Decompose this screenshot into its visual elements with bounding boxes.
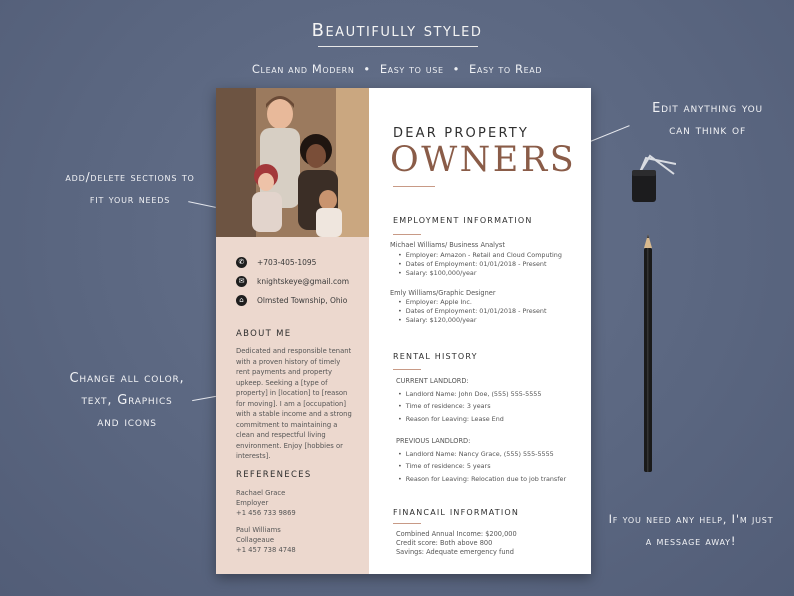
employment-title: Emly Williams/Graphic Designer [390, 289, 496, 297]
reference-2 [236, 525, 356, 555]
feature-list [0, 62, 794, 76]
reference-role: Collageaue [236, 536, 274, 544]
note-line: Change all color, [69, 371, 185, 386]
phone-number: +703-405-1095 [257, 257, 317, 267]
title-underline [318, 46, 478, 47]
rental-item: • Landlord Name: John Doe, (555) 555-5555 [398, 390, 541, 400]
phone-icon: ✆ [236, 257, 247, 268]
rental-item: • Landlord Name: Nancy Grace, (555) 555-5555 [398, 450, 554, 460]
family-photo [216, 88, 369, 237]
email-icon: ✉ [236, 276, 247, 287]
heading-underline [393, 186, 435, 187]
note-add-delete [44, 166, 216, 210]
resume-sidebar [216, 88, 369, 574]
note-line: add/delete sections to [65, 170, 195, 184]
rental-label: PREVIOUS LANDLORD: [396, 437, 471, 445]
note-line: fit your needs [89, 192, 171, 206]
note-line: a message away! [645, 534, 737, 548]
pencil-icon [642, 234, 654, 472]
rental-item: • Reason for Leaving: Lease End [398, 415, 504, 425]
banner-title: Beautifully styled [311, 20, 483, 41]
reference-role: Employer [236, 499, 269, 507]
feature-separator: • [452, 62, 460, 76]
reference-phone: +1 457 738 4748 [236, 546, 296, 554]
contact-email [236, 274, 349, 288]
note-line: If you need any help, I'm just [608, 512, 774, 526]
resume-document [216, 88, 591, 574]
reference-phone: +1 456 733 9869 [236, 509, 296, 517]
employment-item: • Salary: $100,000/year [398, 269, 476, 279]
financial-item: Savings: Adequate emergency fund [396, 548, 514, 556]
reference-name: Rachael Grace [236, 489, 286, 497]
dear-heading: DEAR PROPERTY [393, 126, 530, 141]
section-underline [393, 523, 421, 524]
employment-heading: EMPLOYMENT INFORMATION [393, 216, 533, 225]
contact-phone [236, 255, 316, 269]
rental-item: • Reason for Leaving: Relocation due to job transfer [398, 475, 566, 485]
rental-label: CURRENT LANDLORD: [396, 377, 469, 385]
reference-name: Paul Williams [236, 526, 281, 534]
financial-item: Combined Annual Income: $200,000 [396, 530, 517, 538]
about-heading: ABOUT ME [236, 329, 292, 339]
contact-address [236, 293, 347, 307]
rental-item: • Time of residence: 5 years [398, 462, 491, 472]
employment-item: • Employer: Apple Inc. [398, 298, 472, 308]
section-underline [393, 234, 421, 235]
note-line: text, Graphics [81, 393, 173, 408]
feature-2: Easy to use [379, 62, 444, 76]
rental-heading: RENTAL HISTORY [393, 352, 478, 361]
owners-heading: OWNERS [390, 140, 577, 180]
employment-item: • Dates of Employment: 01/01/2018 - Present [398, 260, 546, 270]
resume-main [369, 88, 591, 574]
note-help [596, 508, 786, 552]
feature-separator: • [363, 62, 371, 76]
binder-clip-icon [630, 152, 676, 204]
employment-item: • Salary: $120,000/year [398, 316, 476, 326]
about-text: Dedicated and responsible tenant with a proven history of timely rent payments and property upkeep. Seeking a [type of property] in [location] to [reason for moving]. I am a [occupation] with a stable income and a strong commitment to maintaining a clean and respectful living environment. Enjoy [hobbies or interests]. [236, 347, 352, 460]
home-address: Olmsted Township, Ohio [257, 295, 348, 305]
references-heading: REFERENECES [236, 470, 312, 480]
note-line: Edit anything you [652, 101, 763, 116]
note-change-color [52, 368, 202, 434]
note-line: and icons [97, 415, 157, 430]
feature-1: Clean and Modern [251, 62, 355, 76]
reference-1 [236, 488, 356, 518]
financial-heading: FINANCAIL INFORMATION [393, 508, 520, 517]
feature-3: Easy to Read [469, 62, 543, 76]
photo-illustration [216, 88, 369, 237]
section-underline [393, 369, 421, 370]
rental-item: • Time of residence: 3 years [398, 402, 491, 412]
employment-title: Michael Williams/ Business Analyst [390, 241, 505, 249]
employment-item: • Employer: Amazon - Retail and Cloud Computing [398, 251, 562, 261]
note-edit-anything [630, 98, 785, 142]
employment-item: • Dates of Employment: 01/01/2018 - Present [398, 307, 546, 317]
note-line: can think of [669, 123, 746, 138]
email-address: knightskeye@gmail.com [257, 276, 350, 286]
home-icon: ⌂ [236, 295, 247, 306]
financial-item: Credit score: Both above 800 [396, 539, 493, 547]
